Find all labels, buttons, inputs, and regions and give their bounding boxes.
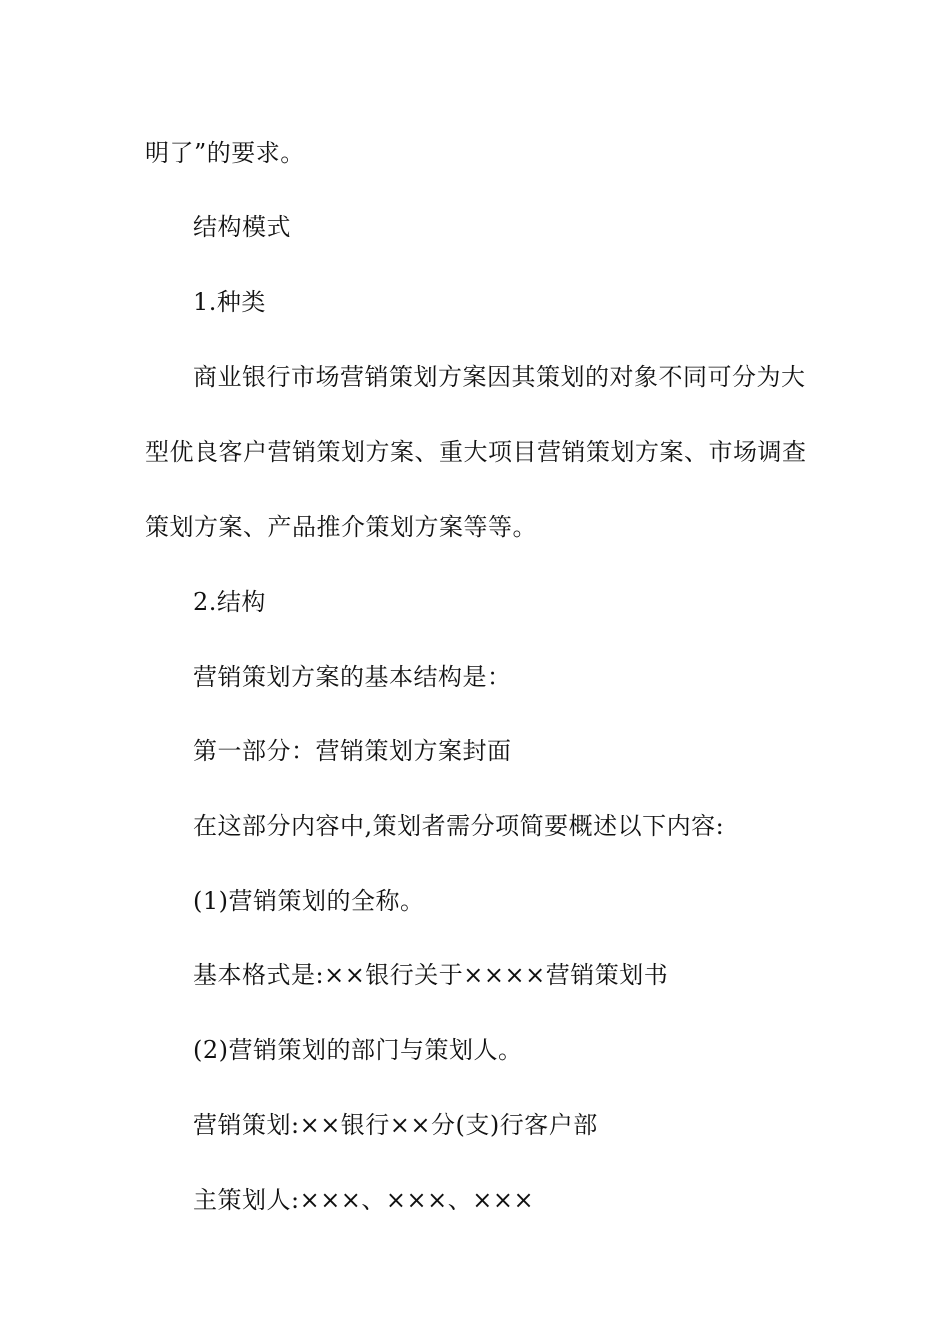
list-item-full-name: (1)营销策划的全称。 — [193, 887, 425, 915]
paragraph-part-one-content: 在这部分内容中,策划者需分项简要概述以下内容: — [193, 812, 725, 840]
paragraph-types-line-1: 商业银行市场营销策划方案因其策划的对象不同可分为大 — [193, 363, 806, 391]
paragraph-part-one: 第一部分：营销策划方案封面 — [193, 737, 512, 765]
subheading-types: 1.种类 — [193, 288, 266, 316]
subheading-structure: 2.结构 — [193, 588, 266, 616]
paragraph-basic-format: 基本格式是:××银行关于××××营销策划书 — [193, 961, 669, 989]
paragraph-types-line-2: 型优良客户营销策划方案、重大项目营销策划方案、市场调查 — [145, 438, 807, 466]
list-item-department-planner: (2)营销策划的部门与策划人。 — [193, 1036, 523, 1064]
paragraph-basic-structure: 营销策划方案的基本结构是： — [193, 663, 512, 691]
section-heading-structure-mode: 结构模式 — [193, 213, 291, 241]
paragraph-planning-department: 营销策划:××银行××分(支)行客户部 — [193, 1111, 598, 1139]
paragraph-chief-planner: 主策划人:×××、×××、××× — [193, 1186, 535, 1214]
paragraph-continuation: 明了”的要求。 — [145, 139, 305, 167]
paragraph-types-line-3: 策划方案、产品推介策划方案等等。 — [145, 513, 537, 541]
